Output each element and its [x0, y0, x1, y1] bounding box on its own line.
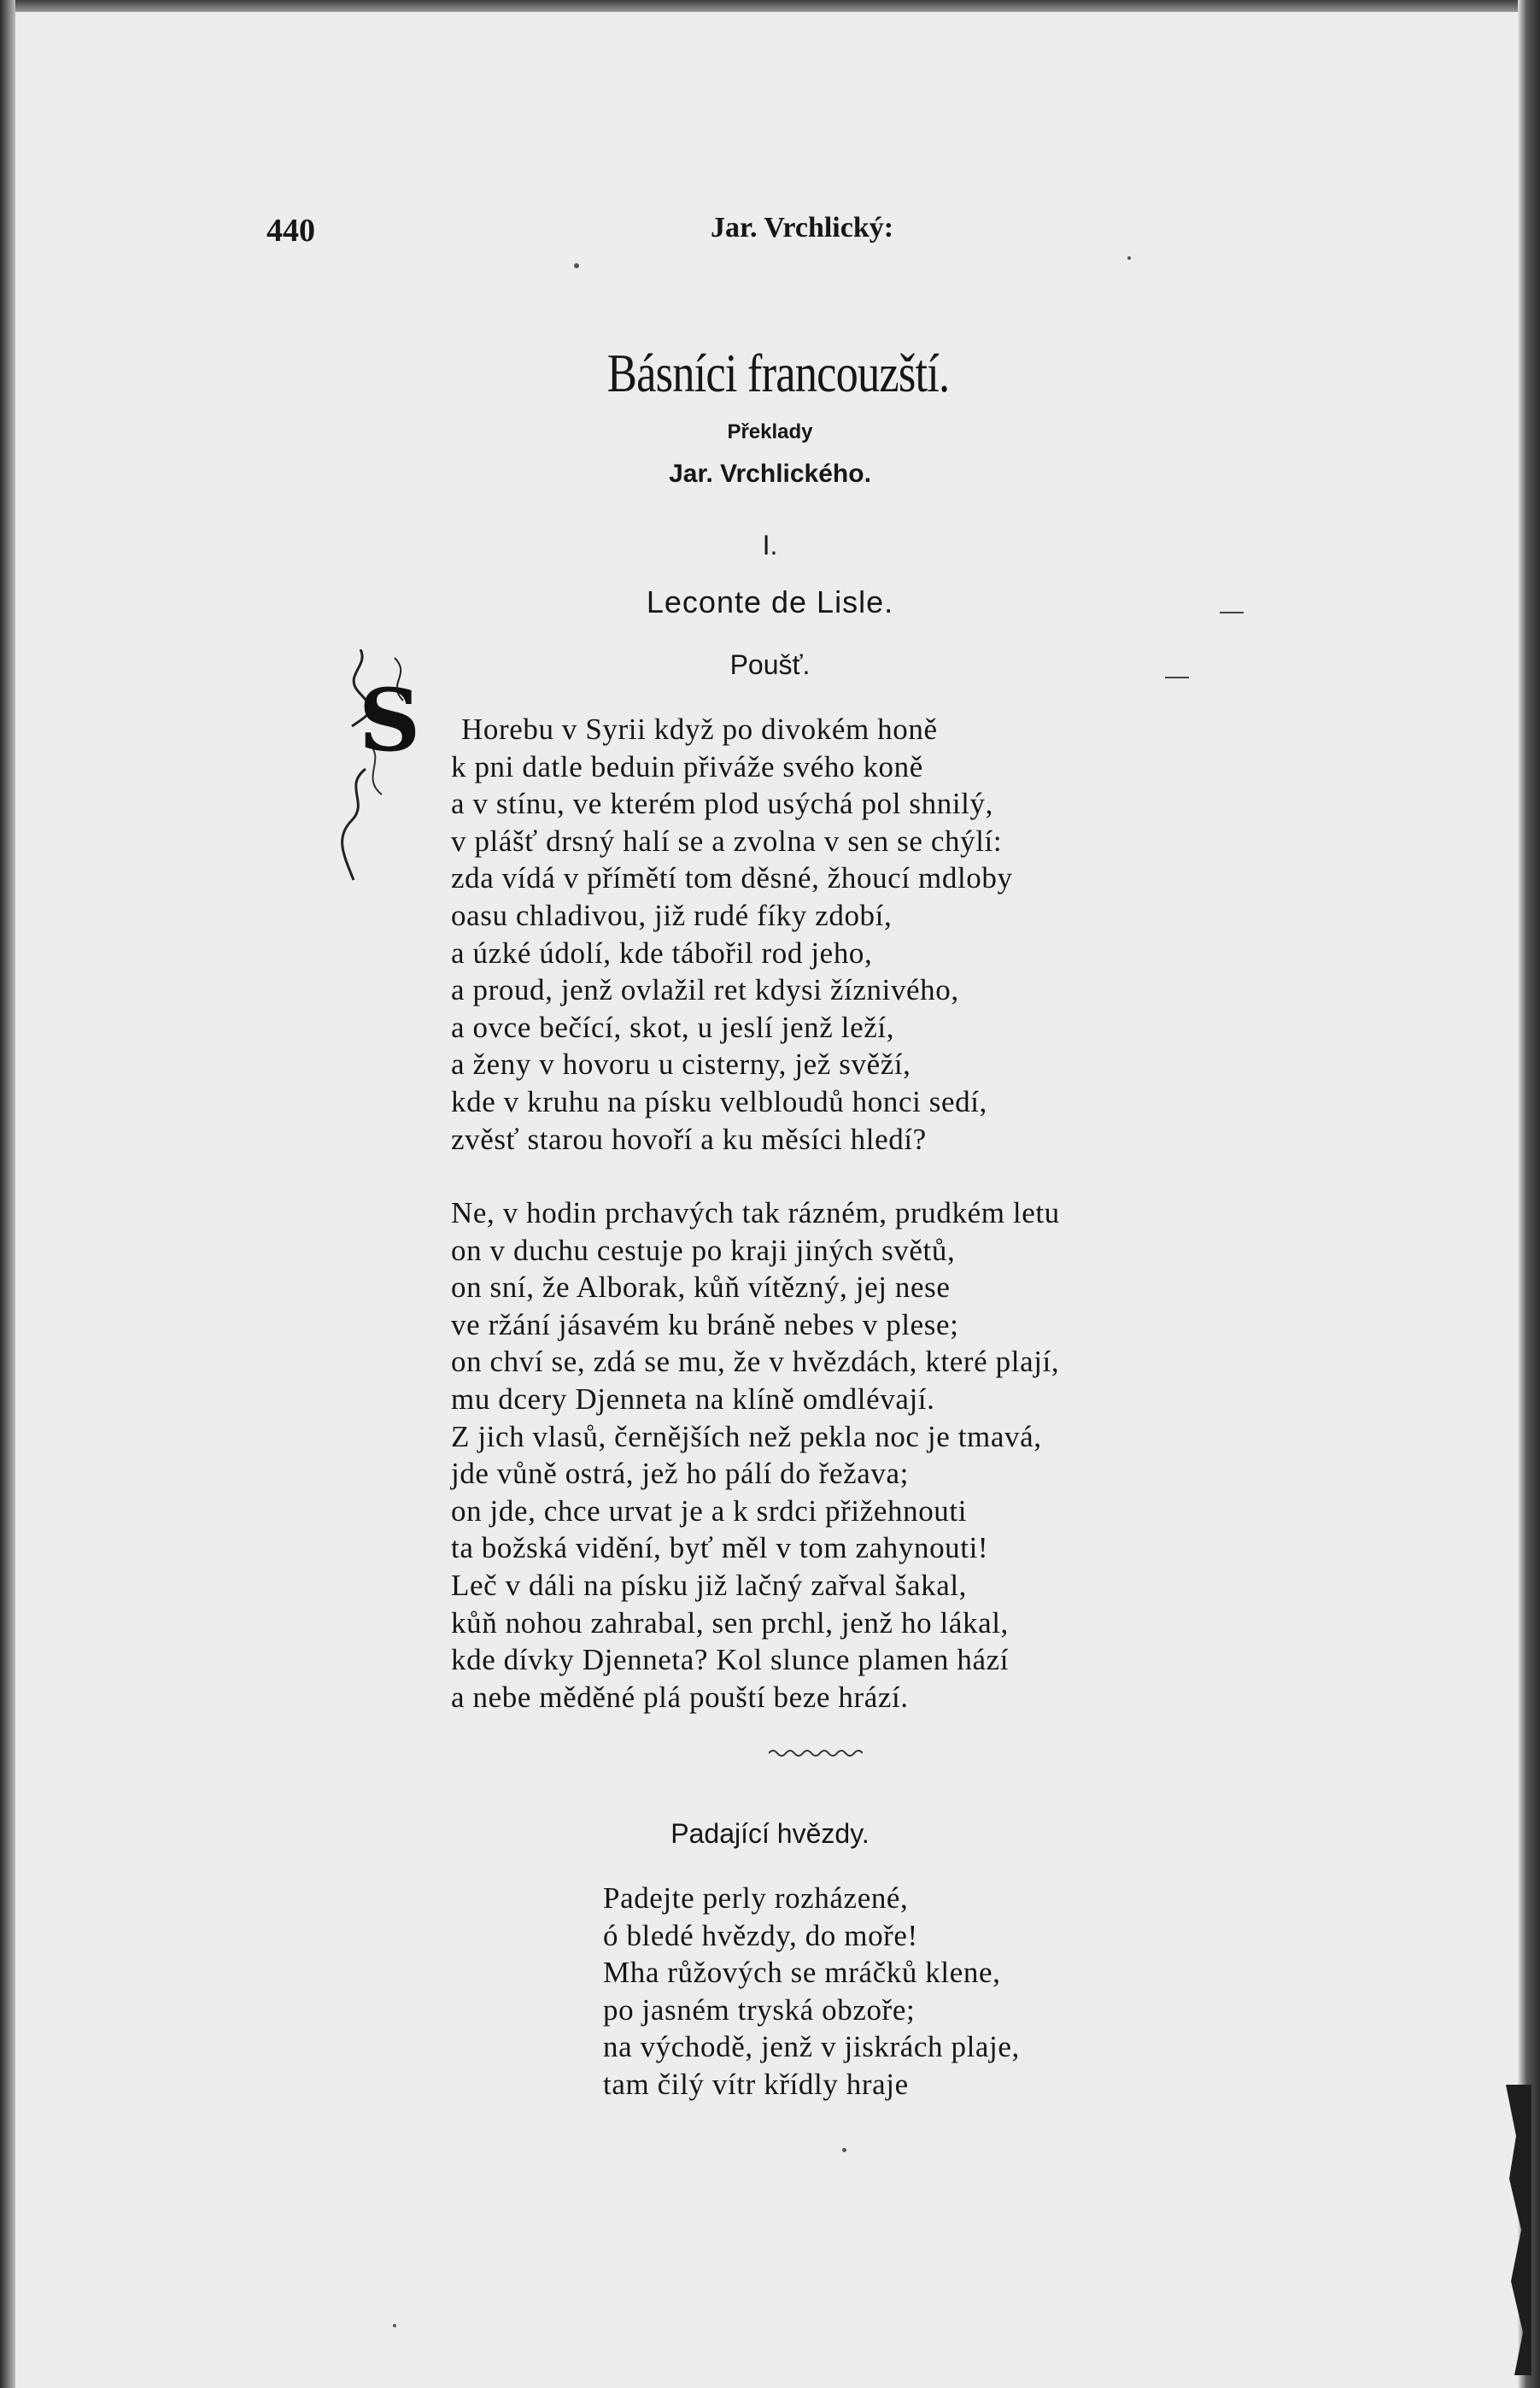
poem-line: ta božská vidění, byť měl v tom zahynouti!	[451, 1531, 989, 1565]
poem-line: Z jich vlasů, černějších než pekla noc je tmavá,	[451, 1419, 1042, 1453]
poem-line: kde dívky Djenneta? Kol slunce plamen hází	[451, 1643, 1010, 1677]
poem-line: jde vůně ostrá, jež ho pálí do řežava;	[451, 1457, 909, 1491]
section-number: I.	[762, 530, 778, 560]
poem-line: v plášť drsný halí se a zvolna v sen se chýlí:	[451, 824, 1003, 858]
scan-speck	[574, 263, 579, 268]
poem-line: on sní, že Alborak, kůň vítězný, jej nese	[451, 1270, 951, 1305]
poem-line: oasu chladivou, již rudé fíky zdobí,	[451, 898, 893, 932]
poem-line: a v stínu, ve kterém plod usýchá pol shnilý,	[451, 787, 993, 821]
scan-speck	[842, 2148, 846, 2152]
poem-line: ó bledé hvězdy, do moře!	[603, 1918, 918, 1952]
scan-edge-top	[0, 0, 1540, 12]
stray-mark	[1165, 677, 1189, 678]
poem-line: Horebu v Syrii když po divokém honě	[461, 713, 938, 746]
stray-mark	[1220, 612, 1244, 613]
poem-line: tam čilý vítr křídly hraje	[603, 2067, 909, 2101]
poem-line: Leč v dáli na písku již lačný zařval šakal,	[451, 1568, 968, 1602]
poem-line: a nebe měděné plá pouští beze hrází.	[451, 1680, 909, 1714]
poem-line: a ženy v hovoru u cisterny, jež svěží,	[451, 1047, 911, 1082]
page-number: 440	[266, 213, 315, 249]
poem-line: po jasném tryská obzoře;	[603, 1992, 916, 2027]
poem-line: mu dcery Djenneta na klíně omdlévají.	[451, 1382, 935, 1416]
subtitle-translations: Překlady	[727, 420, 813, 443]
poem-line: Mha růžových se mráčků klene,	[603, 1956, 1001, 1990]
poem-line: on v duchu cestuje po kraji jiných světů,	[451, 1233, 956, 1267]
scan-speck	[1127, 256, 1131, 260]
page-title: Básníci francouzští.	[606, 343, 950, 403]
poem-title-padajici-hvezdy: Padající hvězdy.	[670, 1818, 870, 1849]
running-head: Jar. Vrchlický:	[711, 212, 894, 243]
poem-line: a úzké údolí, kde tábořil rod jeho,	[451, 936, 873, 970]
svg-text:S: S	[359, 670, 421, 771]
decorated-initial-s	[335, 649, 437, 889]
poem-line: kde v kruhu na písku velbloudů honci sedí,	[451, 1084, 987, 1118]
scan-edge-left	[0, 0, 15, 2388]
poem-stanza	[451, 1194, 1060, 1716]
poem-line: on chví se, zdá se mu, že v hvězdách, které plají,	[451, 1345, 1060, 1379]
poem-stanza	[603, 1880, 1020, 2103]
poem-line: zvěsť starou hovoří a ku měsíci hledí?	[451, 1122, 927, 1156]
poem-line: a ovce bečící, skot, u jeslí jenž leží,	[451, 1010, 895, 1044]
subtitle-translator: Jar. Vrchlického.	[669, 460, 871, 488]
poem-stanza	[451, 711, 1013, 1158]
section-author: Leconte de Lisle.	[646, 584, 894, 619]
poem-line: kůň nohou zahrabal, sen prchl, jenž ho lákal,	[451, 1605, 1009, 1640]
poem-line: zda vídá v přímětí tom děsné, žhoucí mdloby	[451, 861, 1013, 895]
poem-line: a proud, jenž ovlažil ret kdysi žíznivého,	[451, 973, 959, 1007]
poem-line: Padejte perly rozházené,	[603, 1881, 909, 1915]
poem-title-pousc: Poušť.	[729, 649, 811, 680]
poem-line: na východě, jenž v jiskrách plaje,	[603, 2030, 1020, 2064]
torn-page-edge	[1472, 2085, 1531, 2375]
poem-line: Ne, v hodin prchavých tak rázném, prudkém letu	[451, 1196, 1060, 1229]
section-divider-ornament	[769, 1746, 863, 1760]
page-header	[266, 212, 1206, 249]
poem-line: ve ržání jásavém ku bráně nebes v plese;	[451, 1307, 959, 1341]
poem-line: on jde, chce urvat je a k srdci přižehnouti	[451, 1493, 968, 1528]
poem-line: k pni datle beduin přiváže svého koně	[451, 749, 923, 783]
scan-speck	[393, 2324, 396, 2327]
scan-edge-right	[1518, 0, 1540, 2388]
